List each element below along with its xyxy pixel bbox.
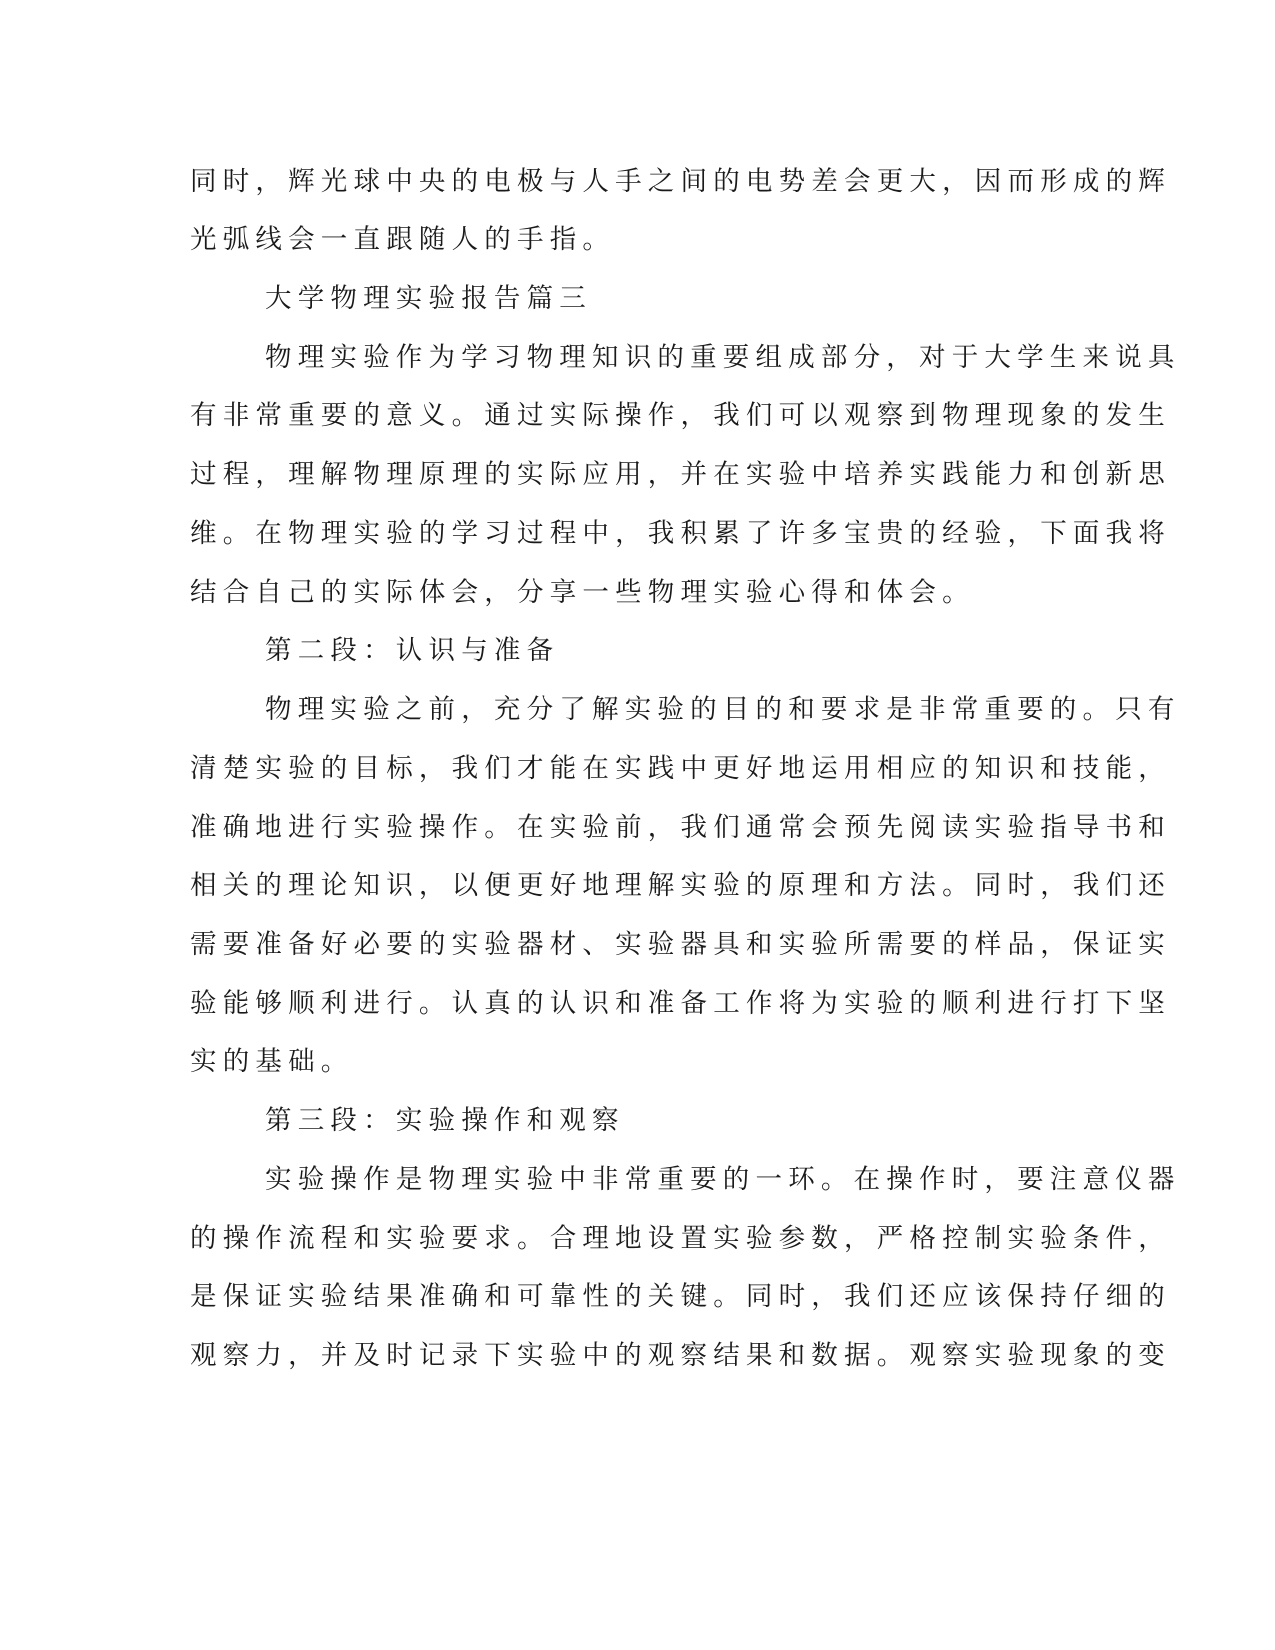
section-heading: 大学物理实验报告篇三: [265, 283, 592, 314]
text-line: 实的基础。: [190, 1046, 354, 1077]
text-line: 验能够顺利进行。认真的认识和准备工作将为实验的顺利进行打下坚: [190, 988, 1171, 1019]
text-line: 物理实验之前，充分了解实验的目的和要求是非常重要的。只有: [265, 694, 1181, 725]
text-line: 相关的理论知识，以便更好地理解实验的原理和方法。同时，我们还: [190, 870, 1171, 901]
text-line: 有非常重要的意义。通过实际操作，我们可以观察到物理现象的发生: [190, 400, 1171, 431]
text-line: 同时，辉光球中央的电极与人手之间的电势差会更大，因而形成的辉: [190, 166, 1171, 197]
text-line: 结合自己的实际体会，分享一些物理实验心得和体会。: [190, 577, 975, 608]
text-line: 物理实验作为学习物理知识的重要组成部分，对于大学生来说具: [265, 342, 1181, 373]
text-line: 清楚实验的目标，我们才能在实践中更好地运用相应的知识和技能，: [190, 753, 1171, 784]
text-line: 需要准备好必要的实验器材、实验器具和实验所需要的样品，保证实: [190, 929, 1171, 960]
text-line: 实验操作是物理实验中非常重要的一环。在操作时，要注意仪器: [265, 1164, 1181, 1195]
text-line: 过程，理解物理原理的实际应用，并在实验中培养实践能力和创新思: [190, 459, 1171, 490]
section-heading: 第二段：认识与准备: [265, 635, 560, 666]
text-line: 维。在物理实验的学习过程中，我积累了许多宝贵的经验，下面我将: [190, 518, 1171, 549]
text-line: 观察力，并及时记录下实验中的观察结果和数据。观察实验现象的变: [190, 1340, 1171, 1371]
section-heading: 第三段：实验操作和观察: [265, 1105, 625, 1136]
text-line: 光弧线会一直跟随人的手指。: [190, 224, 616, 255]
text-line: 准确地进行实验操作。在实验前，我们通常会预先阅读实验指导书和: [190, 812, 1171, 843]
text-line: 是保证实验结果准确和可靠性的关键。同时，我们还应该保持仔细的: [190, 1281, 1171, 1312]
text-line: 的操作流程和实验要求。合理地设置实验参数，严格控制实验条件，: [190, 1223, 1171, 1254]
